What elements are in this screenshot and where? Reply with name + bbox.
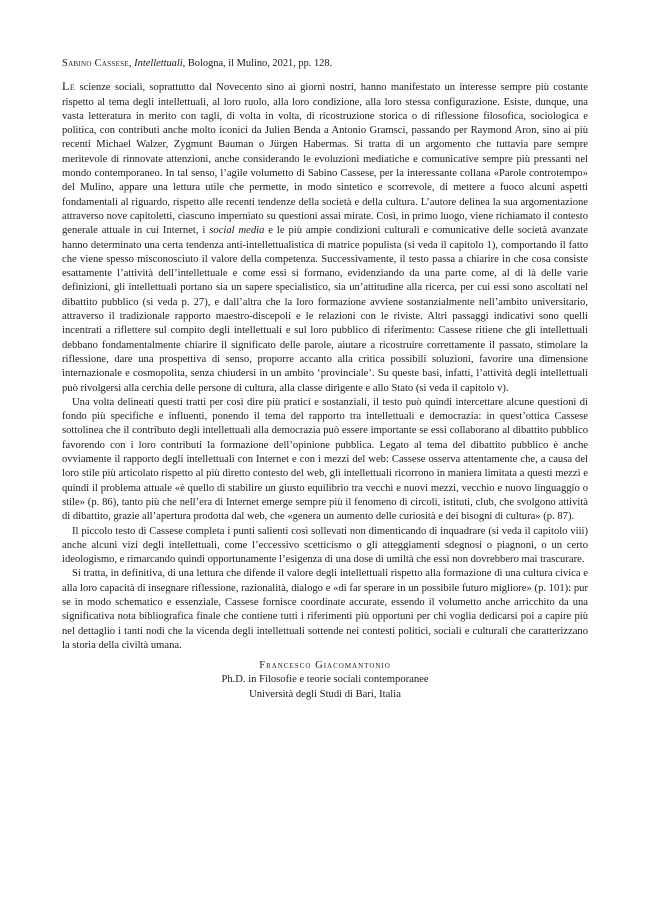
reviewer-affiliation: Università degli Studi di Bari, Italia — [249, 688, 401, 700]
book-title: Intellettuali — [134, 58, 183, 69]
signature-block — [62, 659, 588, 702]
paragraph-1 — [62, 79, 588, 396]
reviewer-degree: Ph.D. in Filosofie e teorie sociali contemporanee — [221, 674, 429, 686]
paragraph-italic: social media — [209, 225, 265, 237]
paragraph-lead: Le — [62, 79, 76, 94]
book-reference — [62, 57, 588, 71]
book-details: , Bologna, il Mulino, 2021, pp. 128. — [182, 58, 333, 69]
review-page — [62, 57, 588, 702]
paragraph-2: Una volta delineati questi tratti per così dire più pratici e sostanziali, il testo può quindi intercettare alcune questioni di fondo più specifiche e influenti, ponendo il tema del rapporto tra intellettuali e democrazia: in quest’ottica Cassese sottolinea che il contributo degli intellettuali alla democrazia può essere importante se essi collaborano al dibattito pubblico favorendo con i loro contributi la formazione dell’opinione pubblica. Legato al tema del dibattito pubblico è anche ovviamente il rapporto degli intellettuali con Internet e con i mezzi del web: Cassese osserva attentamente che, a causa del loro stile più articolato rispetto al più diretto contesto del web, gli intellettuali ricorrono in maniera limitata a questi mezzi e quindi il problema attuale «è quello di stabilire un giusto equilibrio tra vecchi e nuovi mezzi, vecchio e nuovo linguaggio o stile» (p. 86), tanto più che nell’era di Internet emerge sempre più il fenomeno di circoli, istituti, club, che svolgono attività di dibattito, grazie all’apertura prodotta dal web, che «genera un aumento delle curiosità e dei bisogni di cultura» (p. 87). — [62, 396, 588, 523]
reference-separator: , — [128, 58, 135, 69]
paragraph-text-cont: e le più ampie condizioni culturali e comunicative delle società avanzate hanno determinato una certa tendenza anti-intellettualistica di matrice populista (si veda il capitolo 1), comportando il fatto che viene spesso misconosciuto il valore della competenza. Successivamente, il testo passa a chiarire in che cosa consiste esattamente l’attività dell’intellettuale e come essi si formano, evidenziando da una parte come, al di là delle varie definizioni, gli intellettuali portano sia un sapere specialistico, sia un’attitudine alla ricerca, per cui essi sono ascoltati nel dibattito pubblico (si veda p. 27), e dall’altra che la loro formazione avviene sostanzialmente nell’ambito universitario, attraverso il tradizionale rapporto maestro-discepoli e le relazioni con le riviste. Altri passaggi indicativi sono quelli incentrati a riflettere sul compito degli intellettuali e sul loro pubblico di riferimento: Cassese ritiene che gli intellettuali debbano fondamentalmente chiarire il significato delle parole, aiutare a ricostruire correttamente il passato, stimolare la riflessione, dare una prospettiva di senso, proporre accanto alla critica possibili soluzioni, favorire una dimensione internazionale e cosmopolita, senza chiudersi in un ambito ‘provinciale’. Su queste basi, infatti, l’attività degli intellettuali può rivolgersi alla cerchia delle persone di cultura, alla classe dirigente e allo Stato (si veda il capitolo v). — [62, 225, 588, 394]
paragraph-text: scienze sociali, soprattutto dal Novecento sino ai giorni nostri, hanno manifestato un interesse sempre più costante rispetto al tema degli intellettuali, al loro ruolo, alla loro condizione, alla loro stessa configurazione. Esiste, dunque, una vasta letteratura in merito con tagli, di volta in volta, di ricostruzione storica o di riflessione filosofica, sociologica e politica, con contributi anche molto iconici da Julien Benda a Antonio Gramsci, passando per Raymond Aron, sino ai più recenti Michael Walzer, Zygmunt Bauman o Jürgen Habermas. Si tratta di un argomento che tuttavia pare sempre meritevole di rinnovate attenzioni, anche considerando le evoluzioni mediatiche e comunicative sempre più pressanti nel mondo contemporaneo. In tal senso, l’agile volumetto di Sabino Cassese, per la interessante collana «Parole controtempo» del Mulino, appare una lettura utile che permette, in modo sintetico e scorrevole, di mettere a fuoco alcuni aspetti fondamentali al riguardo, rispetto alle recenti tendenze della società e della cultura. L’autore delinea la sua argomentazione attraverso nove capitoletti, ciascuno imperniato su questioni assai mirate. Così, in primo luogo, viene richiamato il contesto generale attuale in cui Internet, i — [62, 82, 588, 237]
paragraph-4: Si tratta, in definitiva, di una lettura che difende il valore degli intellettuali rispetto alla formazione di una cultura civica e alla loro capacità di insegnare riflessione, razionalità, dialogo e «di far sperare in un possibile futuro migliore» (p. 101): pur se in modo schematico e essenziale, Cassese fornisce coordinate accurate, essendo il volumetto anche arricchito da una significativa nota bibliografica finale che contiene tutti i riferimenti più opportuni per chi voglia dedicarsi poi a capire più nel dettaglio i tanti nodi che la vicenda degli intellettuali sottende nei contesti politici, sociali e culturali che caratterizzano la storia della civiltà umana. — [62, 568, 588, 651]
reviewer-name: Francesco Giacomantonio — [259, 660, 391, 672]
book-author: Sabino Cassese — [62, 58, 129, 69]
paragraph-3: Il piccolo testo di Cassese completa i punti salienti così sollevati non dimenticando di inquadrare (si veda il capitolo viii) anche alcuni vizi degli intellettuali, come l’eccessivo scetticismo o gli atteggiamenti sdegnosi o piagnoni, o un certo ideologismo, e rimarcando quindi opportunamente l’esigenza di una dose di umiltà che essi non dovrebbero mai trascurare. — [62, 525, 588, 566]
